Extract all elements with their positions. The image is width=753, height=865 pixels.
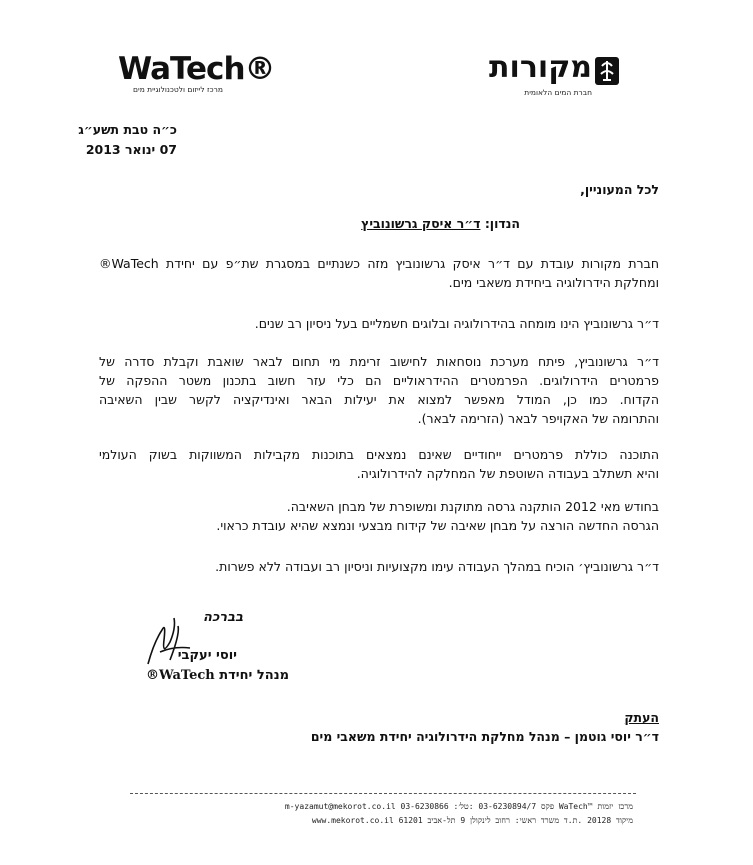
cc-line: ד״ר יוסי גוטמן – מנהל מחלקת הידרולוגיה יחידת משאבי מים (310, 729, 659, 744)
subject-label: הנדון: (484, 216, 520, 231)
paragraph-5 (99, 497, 659, 535)
cc-label: העתק (624, 710, 659, 725)
mekorot-logo-tagline: חברת המים הלאומית (524, 88, 592, 97)
footer-address-line: www.mekorot.co.il 61201 מיקוד 20128 .ת.ד משרד ראשי: רחוב לינקולן 9 תל-אביב (311, 816, 633, 825)
paragraph-line: ד״ר גרשונוביץ הינו מומחה בהידרולוגיה ובלוגים חשמליים בעל ניסיון רב שנים. (254, 316, 659, 331)
paragraph-line: ד״ר גרשונוביץ׳ הוכיח במהלך העבודה עימו מקצועיות וניסיון רב ועבודה ללא פשרות. (215, 559, 659, 574)
paragraph-line: התוכנה כוללת פרמטרים ייחודיים שאינם נמצאים בתוכנות מקבילות המשווקות בשוק העולמי (99, 447, 659, 462)
handwritten-signature-icon (140, 612, 200, 672)
date-gregorian: 07 ינואר 2013 (85, 142, 177, 157)
paragraph-4 (99, 445, 659, 483)
paragraph-2 (99, 314, 659, 333)
signature-name: יוסי יעקבי (177, 648, 237, 663)
signature-title-unit: WaTech® (146, 668, 215, 683)
footer-divider (130, 793, 636, 794)
subject-line (361, 214, 520, 233)
signature-closing: בברכה (203, 610, 243, 625)
paragraph-line: בחודש מאי 2012 הותקנה גרסה מתוקנת ומשופרת של מבחן השאיבה. (286, 499, 659, 514)
signature-title (146, 668, 289, 683)
paragraph-line: ד״ר גרשונוביץ, פיתח מערכת נוסחאות לחישוב זרימת מי תחום לבאר שואבת וקבלת סדרה של (99, 354, 659, 369)
paragraph-3 (99, 352, 659, 428)
mekorot-logo (490, 52, 620, 106)
paragraph-line: והתרומה של האקויפר לבאר (הזרימה לבאר). (417, 411, 659, 426)
paragraph-1 (99, 254, 659, 292)
signature-title-prefix: מנהל יחידת (219, 668, 289, 683)
paragraph-line: והיא תשתלב בעבודה השוטפת של המחלקה להידרולוגיה. (356, 466, 659, 481)
date-hebrew: כ״ה טבת תשע״ג (78, 122, 177, 137)
mekorot-emblem-icon (594, 56, 620, 86)
paragraph-line: פרמטרים הידרולוגים. הפרמטרים ההידראוליים הם כלי עזר חשוב בתכנון משטר ההפקה של (99, 373, 659, 388)
paragraph-line: הקדוח. כמו כן, המודל מאפשר למצוא את יעילות הבאר ואינדיקציה לקשר שבין השאיבה (99, 392, 659, 407)
footer-contact-line: m-yazamut@mekorot.co.il 03-6230866 :פקס 03-6230894/7 :טל׳ WaTech™ מרכז יזמות (284, 802, 633, 811)
subject-value: ד״ר איסק גרשונוביץ (361, 216, 481, 231)
paragraph-6 (99, 557, 659, 576)
addressee: לכל המעוניין, (580, 182, 659, 197)
mekorot-logo-text: מקורות (489, 50, 592, 85)
paragraph-line: חברת מקורות עובדת עם ד״ר איסק גרשונוביץ מזה כשנתיים במסגרת שת״פ עם יחידת WaTech® (99, 256, 659, 271)
watech-logo (118, 51, 275, 100)
watech-logo-text: WaTech® (118, 51, 275, 87)
paragraph-line: ומחלקת הידרולוגיה ביחידת משאבי מים. (448, 275, 659, 290)
paragraph-line: הגרסה החדשה הורצה על מבחן שאיבה של קידוח מבצעי ונמצא שהיא עובדת כראוי. (216, 518, 659, 533)
watech-logo-tagline: מרכז לייזום ולטכנולוגיית מים (133, 85, 223, 94)
